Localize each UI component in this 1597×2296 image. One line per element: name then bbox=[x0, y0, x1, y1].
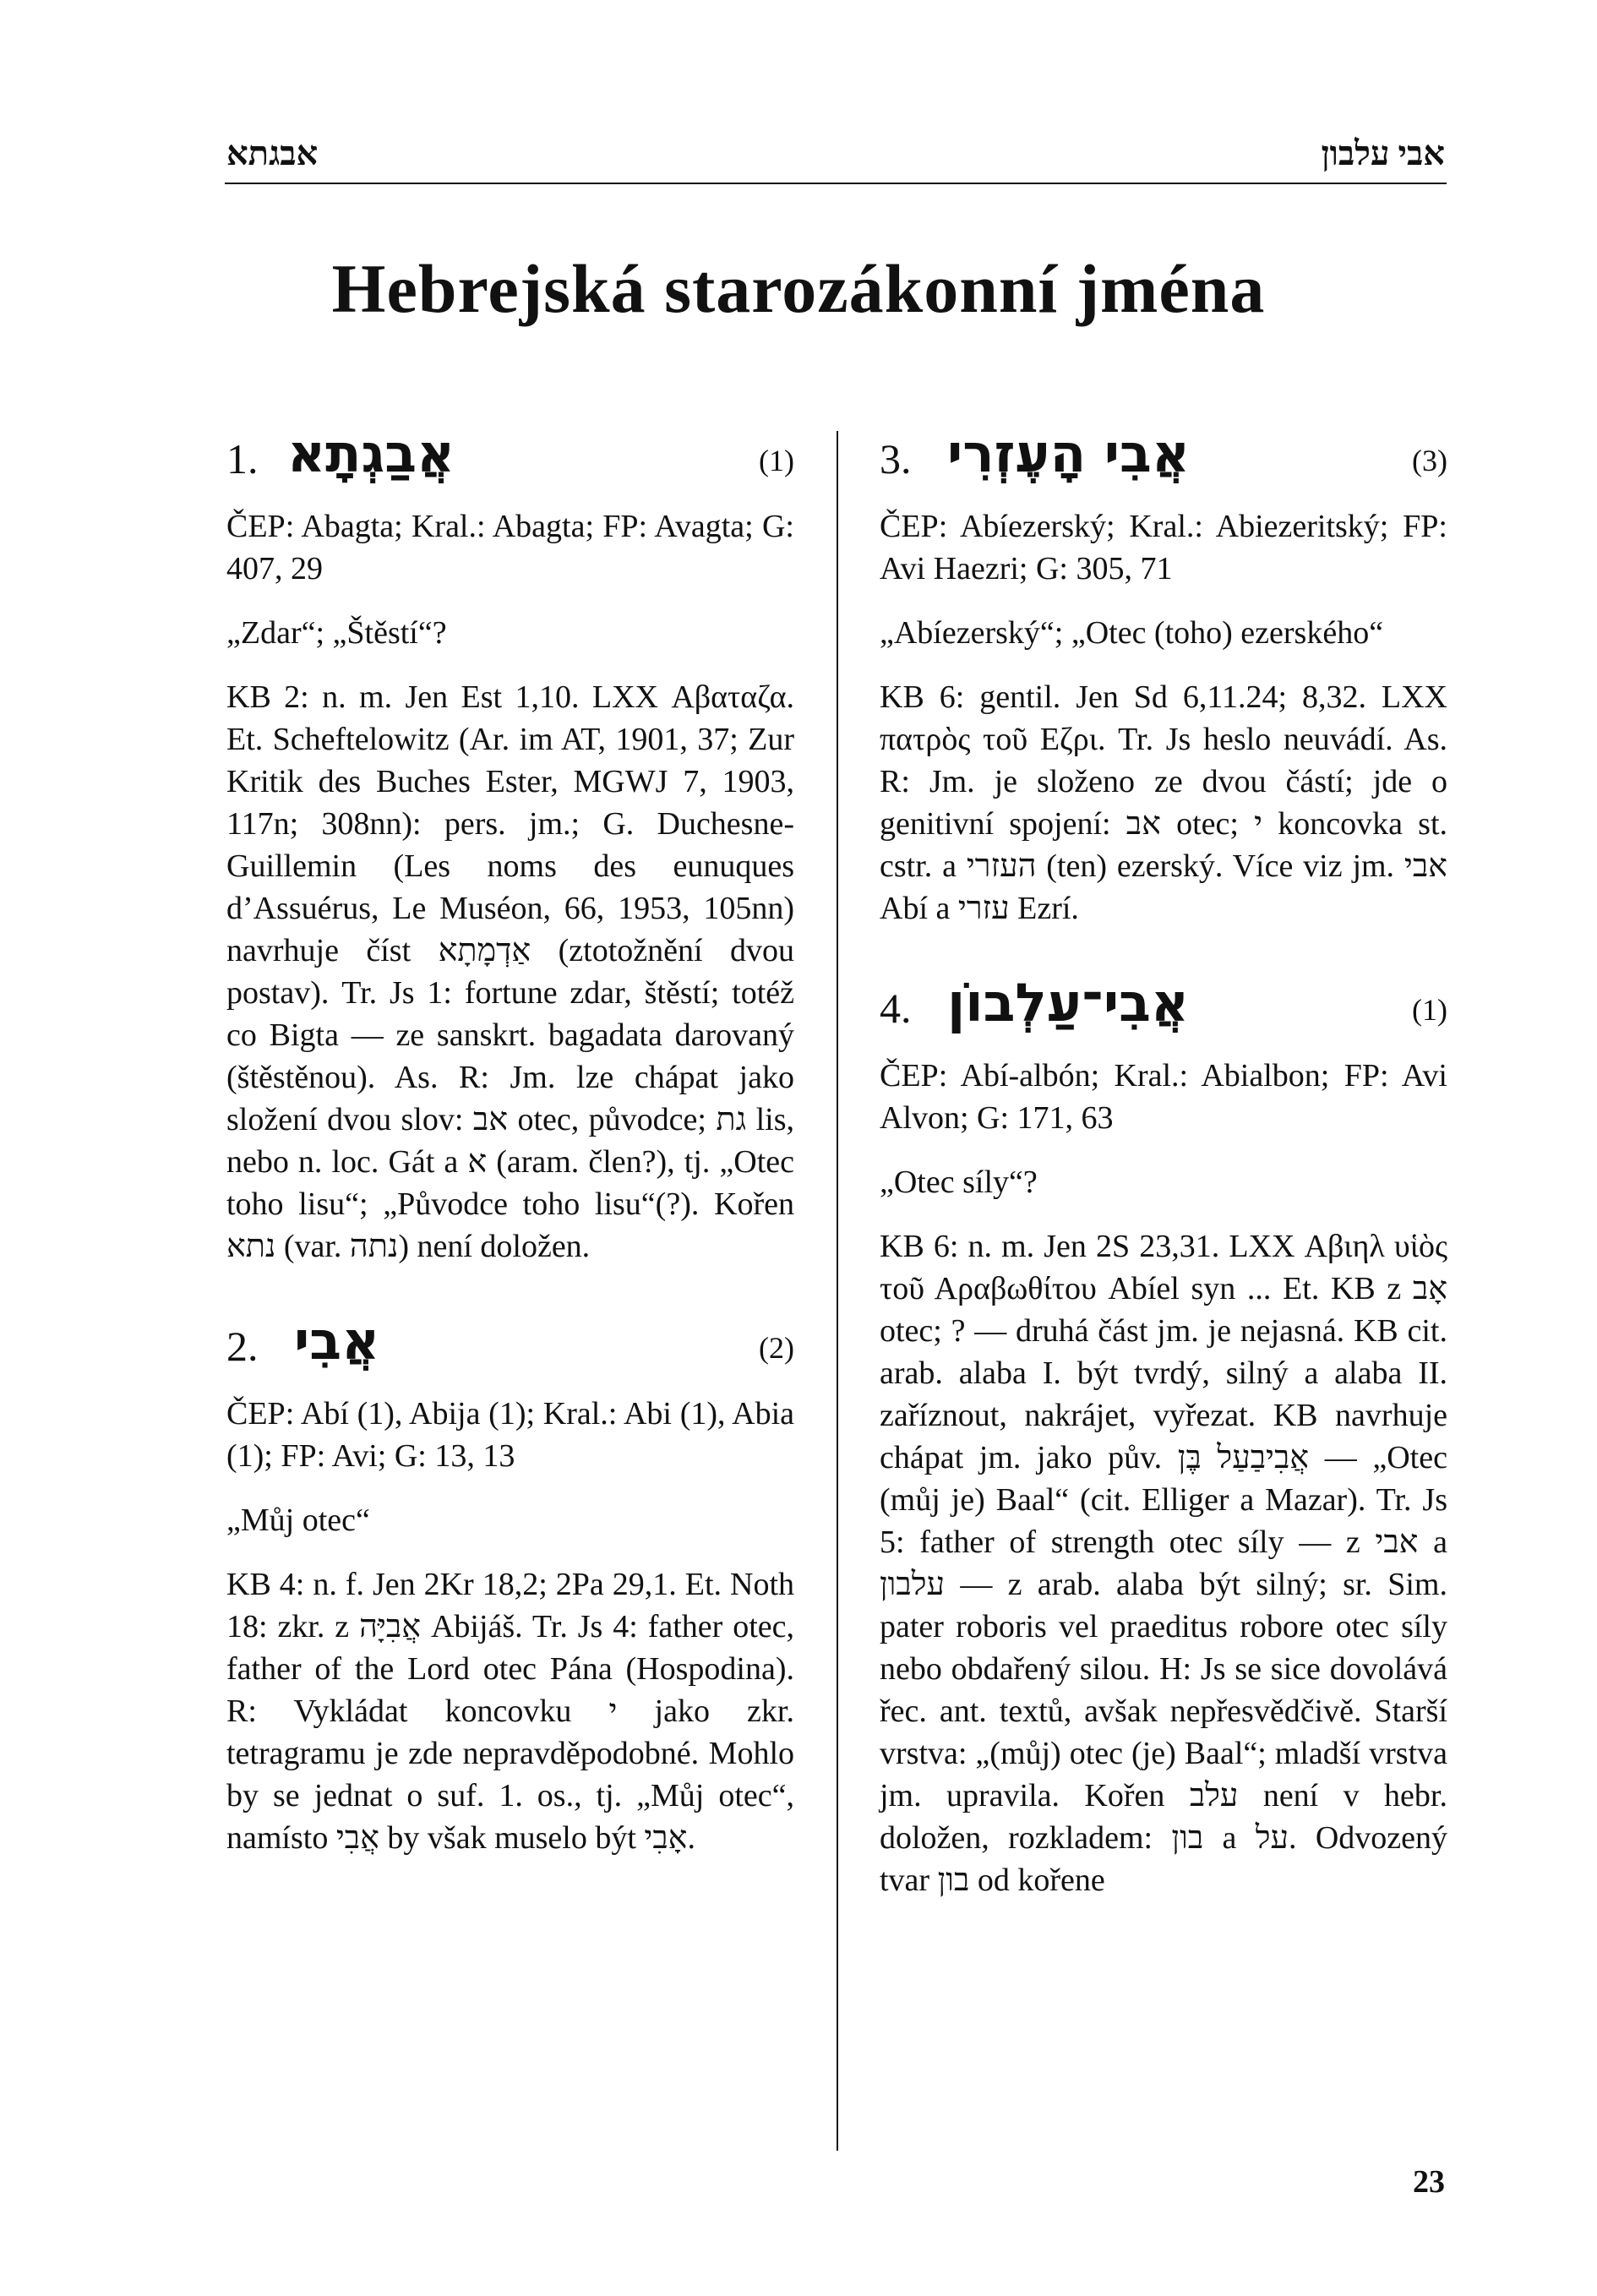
entry-number: 3. bbox=[880, 435, 912, 483]
page-title: Hebrejská starozákonní jména bbox=[331, 250, 1266, 327]
entry-heading bbox=[226, 423, 794, 497]
entry-commentary: KB 2: n. m. Jen Est 1,10. LXX Αβαταζα. Et. Scheftelowitz (Ar. im AT, 1901, 37; Zur Kritik des Buches Ester, MGWJ 7, 1903, 117n; 308nn): pers. jm.; G. Duchesne-Guillemin (Les noms des eunuques d’Assuérus, Le Muséon, 66, 1953, 105nn) navrhuje číst אַדְמָתָא (ztotožnění dvou postav). Tr. Js 1: fortune zdar, štěstí; totéž co Bigta — ze sanskrt. bagadata darovaný (štěstěnou). As. R: Jm. lze chápat jako složení dvou slov: אב otec, původce; גת lis, nebo n. loc. Gát a א (aram. člen?), tj. „Otec toho lisu“; „Původce toho lisu“(?). Kořen נתא (var. נתה) není doložen. bbox=[226, 679, 794, 1264]
entry-occurrence-count: (3) bbox=[1412, 444, 1447, 477]
running-head bbox=[225, 127, 1447, 184]
entry-2 bbox=[226, 1310, 794, 1859]
left-column bbox=[226, 423, 794, 1901]
entry-occurrence-count: (1) bbox=[1412, 993, 1447, 1027]
entry-translations: ČEP: Abagta; Kral.: Abagta; FP: Avagta; G: 407, 29 bbox=[226, 509, 794, 586]
entry-hebrew-name: אֲבִי־עַלְבוֹן bbox=[947, 972, 1190, 1033]
entry-1 bbox=[226, 423, 794, 1268]
entry-number: 1. bbox=[226, 435, 259, 483]
entry-commentary: KB 6: n. m. Jen 2S 23,31. LXX Αβιηλ υἱὸς τοῦ Αραβωθίτου Abíel syn ... Et. KB z אָב otec; ? — druhá část jm. je nejasná. KB cit. arab. alaba I. být tvrdý, silný a alaba II. zaříznout, nakrájet, vyřezat. KB navrhuje chápat jm. jako pův. אֲבִיבַעַל בֶּן — „Otec (můj je) Baal“ (cit. Elliger a Mazar). Tr. Js 5: father of strength otec síly — z אבי a עלבון — z arab. alaba být silný; sr. Sim. pater roboris vel praeditus robore otec síly nebo obdařený silou. H: Js se sice dovolává řec. ant. textů, avšak nepřesvědčivě. Starší vrstva: „(můj) otec (je) Baal“; mladší vrstva jm. upravila. Kořen עלב není v hebr. doložen, rozkladem: בון a על. Odvozený tvar בון od kořene bbox=[880, 1229, 1448, 1898]
entry-meaning: „Abíezerský“; „Otec (toho) ezerského“ bbox=[880, 615, 1384, 651]
page-number: 23 bbox=[1413, 2164, 1445, 2200]
entry-number: 2. bbox=[226, 1323, 259, 1370]
running-head-left: אבגתא bbox=[226, 134, 319, 172]
entry-meaning: „Zdar“; „Štěstí“? bbox=[226, 615, 447, 651]
entry-meaning: „Můj otec“ bbox=[226, 1502, 370, 1538]
entry-4 bbox=[880, 972, 1447, 1901]
entry-heading bbox=[226, 1310, 794, 1384]
entry-occurrence-count: (2) bbox=[759, 1331, 794, 1365]
right-column bbox=[880, 423, 1447, 1944]
entry-hebrew-name: אֲבִי הָעֶזְרִי bbox=[947, 423, 1190, 484]
entry-meaning: „Otec síly“? bbox=[880, 1164, 1038, 1200]
entry-translations: ČEP: Abí (1), Abija (1); Kral.: Abi (1), Abia (1); FP: Avi; G: 13, 13 bbox=[226, 1396, 794, 1474]
running-head-right: אבי עלבון bbox=[1321, 134, 1445, 172]
entry-3 bbox=[880, 423, 1447, 930]
entry-translations: ČEP: Abíezerský; Kral.: Abiezeritský; FP: Avi Haezri; G: 305, 71 bbox=[880, 509, 1447, 586]
entry-number: 4. bbox=[880, 984, 912, 1032]
column-divider bbox=[837, 431, 838, 2151]
entry-heading bbox=[880, 423, 1447, 497]
entry-heading bbox=[880, 972, 1447, 1046]
entry-commentary: KB 4: n. f. Jen 2Kr 18,2; 2Pa 29,1. Et. Noth 18: zkr. z אֲבִיָּה Abijáš. Tr. Js 4: father otec, father of the Lord otec Pána (Hospodina). R: Vykládat koncovku י jako zkr. tetragramu je zde nepravděpodobné. Mohlo by se jednat o suf. 1. os., tj. „Můj otec“, namísto אֲבִי by však muselo být אָבִי. bbox=[226, 1567, 794, 1856]
entry-commentary: KB 6: gentil. Jen Sd 6,11.24; 8,32. LXX πατρὸς τοῦ Εζρι. Tr. Js heslo neuvádí. As. R: Jm. je složeno ze dvou částí; jde o genitivní spojení: אב otec; י koncovka st. cstr. a העזרי (ten) ezerský. Více viz jm. אבי Abí a עזרי Ezrí. bbox=[880, 679, 1447, 926]
entry-translations: ČEP: Abí-albón; Kral.: Abialbon; FP: Avi Alvon; G: 171, 63 bbox=[880, 1058, 1447, 1136]
entry-hebrew-name: אֲבִי bbox=[294, 1310, 380, 1372]
entry-occurrence-count: (1) bbox=[759, 444, 794, 477]
entry-hebrew-name: אֲבַגְתָא bbox=[287, 423, 455, 484]
